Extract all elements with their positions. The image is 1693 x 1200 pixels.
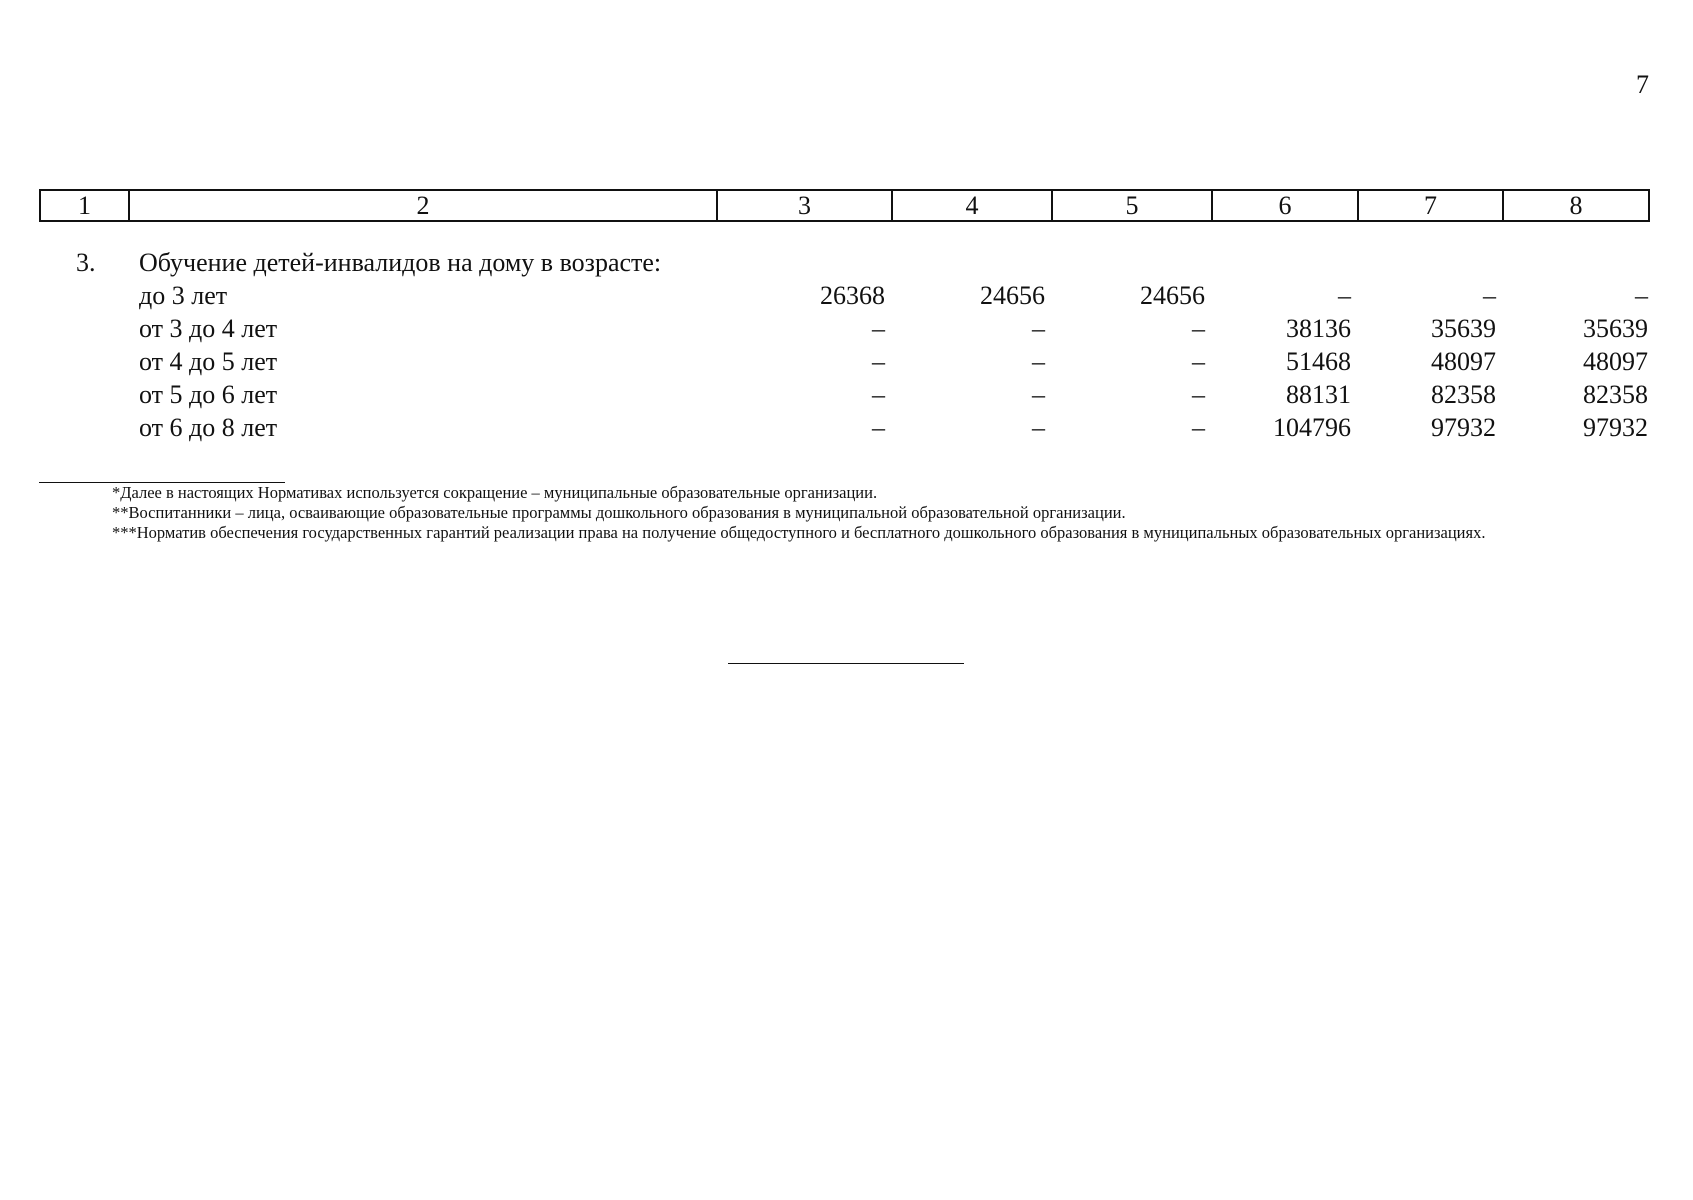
column-number-2: 2 <box>130 191 718 220</box>
row-value-col7: 82358 <box>1431 380 1496 409</box>
row-value-col8: – <box>1635 281 1648 310</box>
row-value-col5: 24656 <box>1140 281 1205 310</box>
row-value-col8: 48097 <box>1583 347 1648 376</box>
row-value-col7: 48097 <box>1431 347 1496 376</box>
column-number-8: 8 <box>1569 191 1583 220</box>
column-number-3: 3 <box>718 191 893 220</box>
section-title: Обучение детей-инвалидов на дому в возрасте: <box>139 248 662 277</box>
footnote-2: **Воспитанники – лица, осваивающие образовательные программы дошкольного образования в муниципальной образовательной организации. <box>112 503 1126 522</box>
footnote-3: ***Норматив обеспечения государственных гарантий реализации права на получение общедоступного и бесплатного дошкольного образования в муниципальных образовательных организациях. <box>112 523 1486 542</box>
table-row <box>39 411 1650 444</box>
row-value-col3: – <box>872 380 885 409</box>
section-number: 3. <box>76 248 96 277</box>
section-title-row <box>39 246 1650 279</box>
row-value-col3: 26368 <box>820 281 885 310</box>
row-label: от 6 до 8 лет <box>139 413 278 442</box>
footnotes <box>39 483 1650 543</box>
row-value-col6: 88131 <box>1286 380 1351 409</box>
row-value-col4: – <box>1032 347 1045 376</box>
row-value-col6: – <box>1338 281 1351 310</box>
row-value-col7: 35639 <box>1431 314 1496 343</box>
row-value-col6: 104796 <box>1273 413 1351 442</box>
table-row <box>39 279 1650 312</box>
column-number-5: 5 <box>1053 191 1213 220</box>
row-label: от 5 до 6 лет <box>139 380 278 409</box>
row-value-col6: 38136 <box>1286 314 1351 343</box>
row-value-col4: – <box>1032 314 1045 343</box>
row-value-col8: 35639 <box>1583 314 1648 343</box>
table-row <box>39 378 1650 411</box>
row-value-col3: – <box>872 314 885 343</box>
table-row <box>39 345 1650 378</box>
row-value-col5: – <box>1192 380 1205 409</box>
row-value-col5: – <box>1192 413 1205 442</box>
row-value-col3: – <box>872 413 885 442</box>
row-value-col7: 97932 <box>1431 413 1496 442</box>
row-value-col3: – <box>872 347 885 376</box>
row-value-col4: 24656 <box>980 281 1045 310</box>
table-row <box>39 312 1650 345</box>
row-label: от 4 до 5 лет <box>139 347 278 376</box>
page-number: 7 <box>1636 70 1649 99</box>
row-value-col5: – <box>1192 347 1205 376</box>
column-number-6: 6 <box>1213 191 1359 220</box>
footnote-1: *Далее в настоящих Нормативах используется сокращение – муниципальные образовательные организации. <box>112 483 878 502</box>
row-value-col5: – <box>1192 314 1205 343</box>
row-value-col8: 97932 <box>1583 413 1648 442</box>
section-home-education <box>39 246 1650 444</box>
row-value-col4: – <box>1032 380 1045 409</box>
row-label: от 3 до 4 лет <box>139 314 278 343</box>
end-of-document-rule <box>728 663 964 664</box>
row-value-col7: – <box>1483 281 1496 310</box>
column-number-1: 1 <box>41 191 130 220</box>
row-label: до 3 лет <box>139 281 228 310</box>
row-value-col4: – <box>1032 413 1045 442</box>
row-value-col6: 51468 <box>1286 347 1351 376</box>
column-number-header <box>39 189 1650 222</box>
column-number-7: 7 <box>1359 191 1504 220</box>
column-number-4: 4 <box>893 191 1053 220</box>
row-value-col8: 82358 <box>1583 380 1648 409</box>
